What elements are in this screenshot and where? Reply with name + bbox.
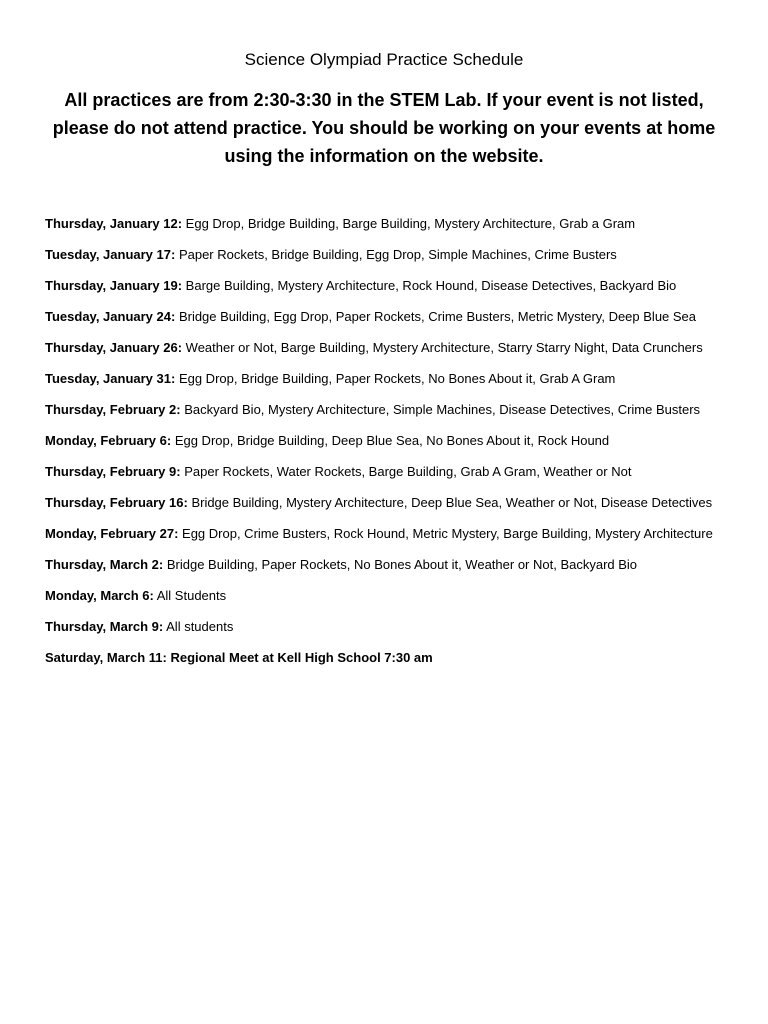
practice-schedule-list bbox=[45, 214, 735, 679]
schedule-events: Paper Rockets, Water Rockets, Barge Building, Grab A Gram, Weather or Not bbox=[184, 464, 632, 479]
schedule-entry bbox=[45, 307, 735, 328]
schedule-date: Tuesday, January 24: bbox=[45, 309, 176, 324]
schedule-date: Tuesday, January 17: bbox=[45, 247, 176, 262]
schedule-entry bbox=[45, 214, 735, 235]
schedule-entry bbox=[45, 369, 735, 390]
schedule-events: Bridge Building, Mystery Architecture, Deep Blue Sea, Weather or Not, Disease Detectives bbox=[191, 495, 713, 510]
schedule-date: Thursday, February 16: bbox=[45, 495, 188, 510]
schedule-date: Thursday, January 26: bbox=[45, 340, 183, 355]
schedule-entry bbox=[45, 555, 735, 576]
schedule-date: Tuesday, January 31: bbox=[45, 371, 176, 386]
schedule-events: Bridge Building, Paper Rockets, No Bones About it, Weather or Not, Backyard Bio bbox=[166, 557, 638, 572]
schedule-entry bbox=[45, 493, 735, 514]
schedule-entry bbox=[45, 245, 735, 266]
schedule-date: Saturday, March 11: bbox=[45, 650, 167, 665]
schedule-entry bbox=[45, 338, 735, 359]
schedule-events: All Students bbox=[156, 588, 227, 603]
schedule-events: Egg Drop, Bridge Building, Barge Building, Mystery Architecture, Grab a Gram bbox=[185, 216, 636, 231]
schedule-entry bbox=[45, 524, 735, 545]
schedule-date: Monday, March 6: bbox=[45, 588, 154, 603]
schedule-entry-regional-meet bbox=[45, 648, 735, 669]
practice-notice: All practices are from 2:30-3:30 in the STEM Lab. If your event is not listed, please do not attend practice. You should be working on your events at home using the information on the website. bbox=[52, 90, 716, 166]
schedule-events: Egg Drop, Bridge Building, Paper Rockets, No Bones About it, Grab A Gram bbox=[178, 371, 616, 386]
schedule-date: Monday, February 27: bbox=[45, 526, 179, 541]
schedule-date: Thursday, January 19: bbox=[45, 278, 183, 293]
schedule-events: Bridge Building, Egg Drop, Paper Rockets, Crime Busters, Metric Mystery, Deep Blue Sea bbox=[178, 309, 697, 324]
schedule-date: Thursday, February 9: bbox=[45, 464, 181, 479]
schedule-date: Thursday, January 12: bbox=[45, 216, 183, 231]
document-title: Science Olympiad Practice Schedule bbox=[244, 50, 524, 69]
schedule-events: All students bbox=[166, 619, 234, 634]
schedule-date: Thursday, March 2: bbox=[45, 557, 164, 572]
schedule-entry bbox=[45, 617, 735, 638]
schedule-entry bbox=[45, 400, 735, 421]
schedule-events: Backyard Bio, Mystery Architecture, Simple Machines, Disease Detectives, Crime Busters bbox=[184, 402, 701, 417]
schedule-entry bbox=[45, 462, 735, 483]
schedule-events: Egg Drop, Bridge Building, Deep Blue Sea, No Bones About it, Rock Hound bbox=[174, 433, 610, 448]
schedule-events: Paper Rockets, Bridge Building, Egg Drop, Simple Machines, Crime Busters bbox=[178, 247, 617, 262]
schedule-events: Regional Meet at Kell High School 7:30 am bbox=[170, 650, 433, 665]
schedule-entry bbox=[45, 586, 735, 607]
schedule-events: Weather or Not, Barge Building, Mystery Architecture, Starry Starry Night, Data Crunchers bbox=[185, 340, 703, 355]
schedule-entry bbox=[45, 276, 735, 297]
schedule-events: Barge Building, Mystery Architecture, Rock Hound, Disease Detectives, Backyard Bio bbox=[185, 278, 677, 293]
schedule-date: Monday, February 6: bbox=[45, 433, 172, 448]
schedule-entry bbox=[45, 431, 735, 452]
schedule-date: Thursday, March 9: bbox=[45, 619, 164, 634]
schedule-date: Thursday, February 2: bbox=[45, 402, 181, 417]
schedule-events: Egg Drop, Crime Busters, Rock Hound, Metric Mystery, Barge Building, Mystery Architecture bbox=[182, 526, 713, 541]
